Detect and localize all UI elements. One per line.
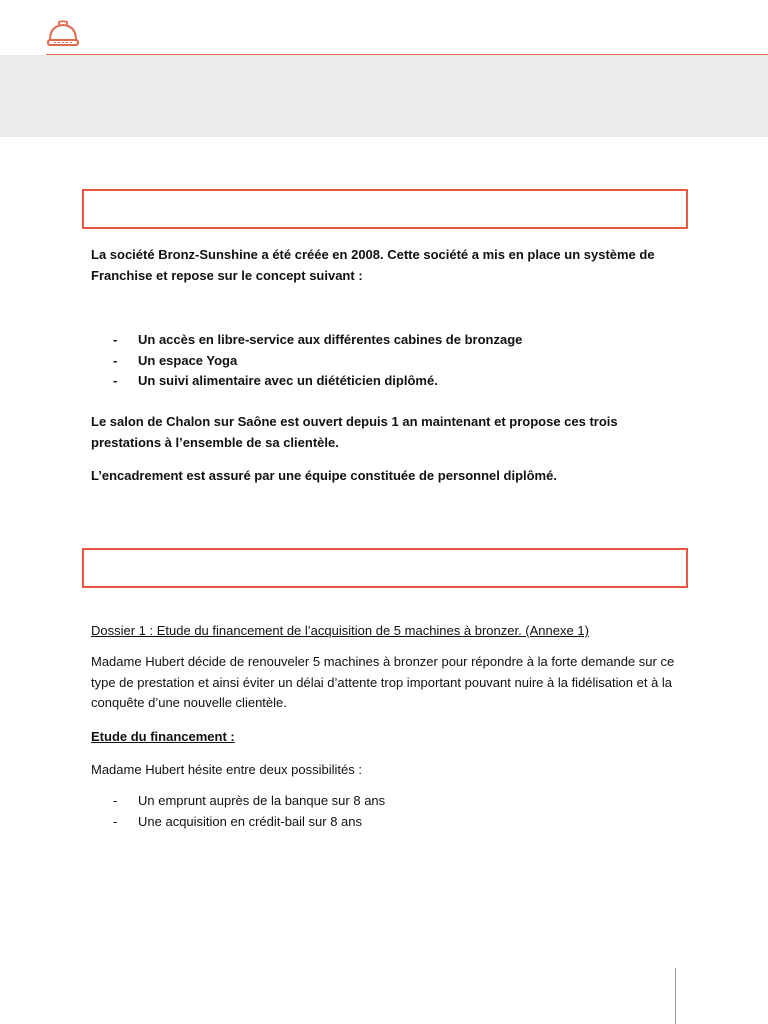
section-box-presentation [82,189,688,229]
list-item-text: Un accès en libre-service aux différentes cabines de bronzage [138,332,523,347]
list-dash: - [113,352,118,368]
list-item-text: Un emprunt auprès de la banque sur 8 ans [138,793,386,808]
section-box-travail [82,548,688,588]
list-dash: - [113,373,118,388]
salon-paragraph: Le salon de Chalon sur Saône est ouvert depuis 1 an maintenant et propose ces trois prestations à l’ensemble de sa clientèle. [91,414,618,450]
intro-paragraph: La société Bronz-Sunshine a été créée en 2008. Cette société a mis en place un système de Franchise et repose sur le concept suivant : [91,247,655,283]
list-item [91,330,691,351]
list-dash: - [113,793,118,808]
list-dash: - [113,332,118,347]
options-list [91,791,691,832]
list-item [91,791,691,812]
hard-hat-icon [46,18,80,48]
list-item [91,371,691,392]
list-item-text: Un espace Yoga [138,352,238,368]
list-dash: - [113,813,118,829]
options-intro: Madame Hubert hésite entre deux possibilités : [91,762,362,777]
dossier-title: Dossier 1 : Etude du financement de l’acquisition de 5 machines à bronzer. (Annexe 1) [91,623,589,638]
staff-paragraph: L’encadrement est assuré par une équipe constituée de personnel diplômé. [91,468,557,483]
header-rule [46,54,768,55]
list-item-text: Une acquisition en crédit-bail sur 8 ans [138,813,363,829]
list-item-text: Un suivi alimentaire avec un diététicien diplômé. [138,373,438,388]
concept-list [91,330,691,392]
financement-subheading: Etude du financement : [91,729,235,744]
list-item [91,351,691,372]
dossier-paragraph: Madame Hubert décide de renouveler 5 machines à bronzer pour répondre à la forte demande sur ce type de prestation et ainsi éviter un délai d’attente trop important pouvant nuire à la fidélisation et à la conquête d’une nouvelle clientèle. [91,654,675,710]
footer-rule [675,968,676,1024]
header-top [0,0,768,55]
list-item [91,812,691,833]
